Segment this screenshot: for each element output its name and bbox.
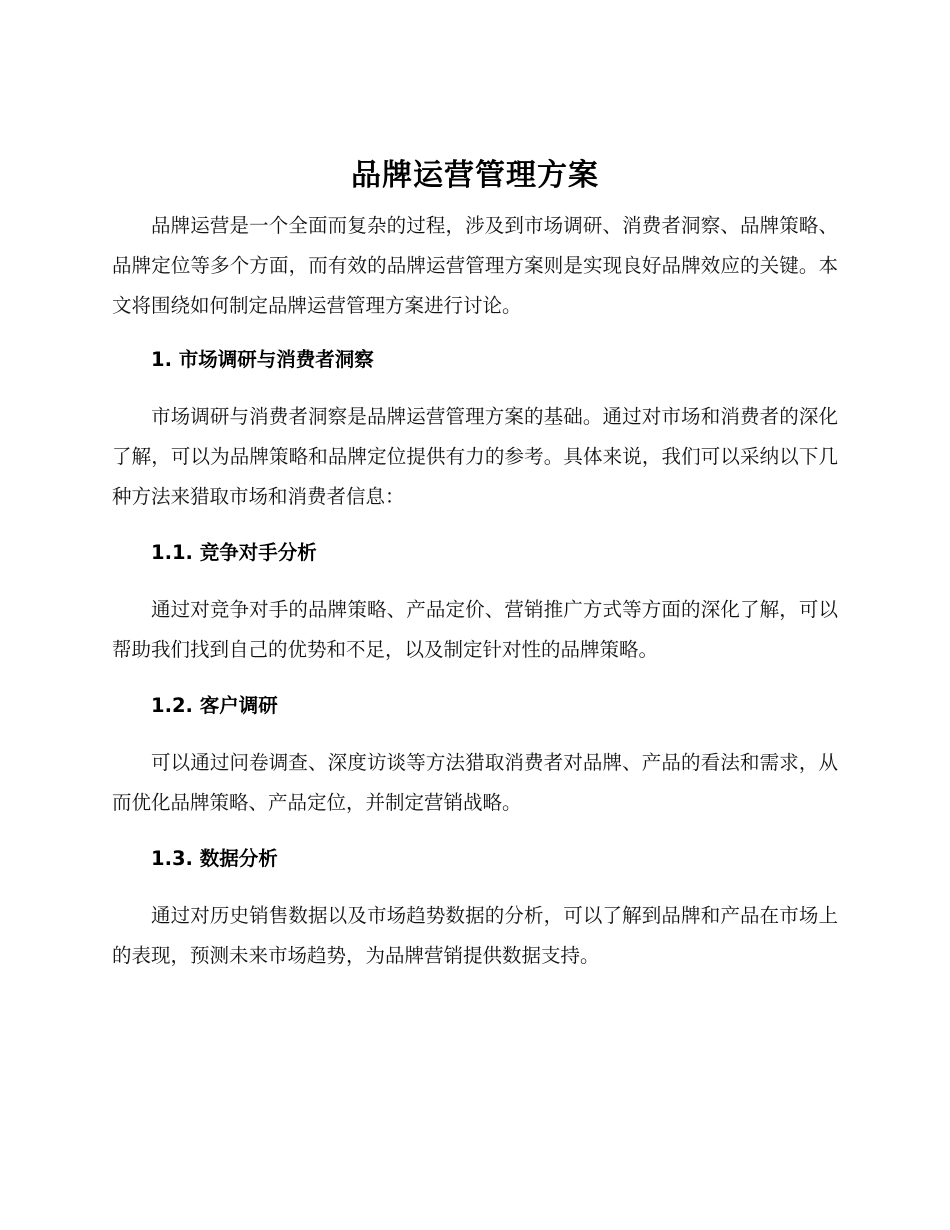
section-heading-data-analysis: 1.3. 数据分析 bbox=[151, 847, 278, 870]
section-heading-market-research: 1. 市场调研与消费者洞察 bbox=[151, 348, 374, 371]
section-paragraph-market-research: 市场调研与消费者洞察是品牌运营管理方案的基础。通过对市场和消费者的深化了解，可以为品牌策略和品牌定位提供有力的参考。具体来说，我们可以采纳以下几种方法来猎取市场和消费者信息： bbox=[112, 405, 838, 508]
section-heading-customer-research: 1.2. 客户调研 bbox=[151, 694, 278, 717]
section-paragraph-data-analysis: 通过对历史销售数据以及市场趋势数据的分析，可以了解到品牌和产品在市场上的表现，预测未来市场趋势，为品牌营销提供数据支持。 bbox=[112, 904, 838, 967]
intro-paragraph: 品牌运营是一个全面而复杂的过程，涉及到市场调研、消费者洞察、品牌策略、品牌定位等多个方面，而有效的品牌运营管理方案则是实现良好品牌效应的关键。本文将围绕如何制定品牌运营管理方案进行讨论。 bbox=[112, 214, 838, 317]
section-paragraph-customer-research: 可以通过问卷调查、深度访谈等方法猎取消费者对品牌、产品的看法和需求，从而优化品牌策略、产品定位，并制定营销战略。 bbox=[112, 751, 838, 814]
document-title: 品牌运营管理方案 bbox=[351, 158, 599, 193]
section-heading-competitor-analysis: 1.1. 竞争对手分析 bbox=[151, 541, 317, 564]
section-paragraph-competitor-analysis: 通过对竞争对手的品牌策略、产品定价、营销推广方式等方面的深化了解，可以帮助我们找到自己的优势和不足，以及制定针对性的品牌策略。 bbox=[112, 598, 838, 661]
